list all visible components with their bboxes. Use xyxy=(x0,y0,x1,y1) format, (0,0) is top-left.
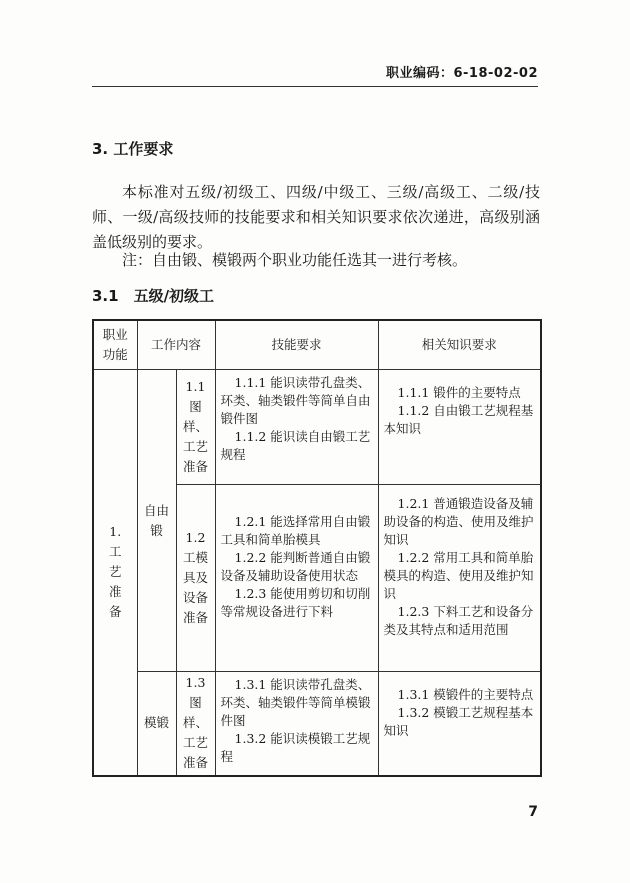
header-skills: 技能要求 xyxy=(215,320,378,370)
header-rule xyxy=(92,86,538,87)
header-content: 工作内容 xyxy=(137,320,215,370)
content-cell: 1.3 图样、工艺准备 xyxy=(176,672,215,776)
requirements-table xyxy=(92,319,542,777)
subsection-title: 3.1 五级/初级工 xyxy=(92,287,215,305)
occupation-code: 职业编码：6-18-02-02 xyxy=(385,66,538,81)
table-row xyxy=(93,672,541,776)
function-cell: 1. 工艺准备 xyxy=(93,370,137,776)
table-header-row xyxy=(93,320,541,370)
header-knowledge: 相关知识要求 xyxy=(378,320,541,370)
group-die-forging: 模锻 xyxy=(137,672,176,776)
knowledge-cell: 1.2.1 普通锻造设备及辅助设备的构造、使用及维护知识 1.2.2 常用工具和简单胎模具的构造、使用及维护知识 1.2.3 下料工艺和设备分类及其特点和适用范围 xyxy=(378,485,541,672)
skills-cell: 1.2.1 能选择常用自由锻工具和简单胎模具 1.2.2 能判断普通自由锻设备及辅助设备使用状态 1.2.3 能使用剪切和切削等常规设备进行下料 xyxy=(215,485,378,672)
group-free-forging: 自由锻 xyxy=(137,370,176,672)
content-cell: 1.2 工模具及设备准备 xyxy=(176,485,215,672)
header-function: 职业功能 xyxy=(93,320,137,370)
note-paragraph: 注：自由锻、模锻两个职业功能任选其一进行考核。 xyxy=(122,251,468,269)
knowledge-cell: 1.3.1 模锻件的主要特点 1.3.2 模锻工艺规程基本知识 xyxy=(378,672,541,776)
skills-cell: 1.3.1 能识读带孔盘类、环类、轴类锻件等简单模锻件图 1.3.2 能识读模锻工艺规程 xyxy=(215,672,378,776)
knowledge-cell: 1.1.1 锻件的主要特点 1.1.2 自由锻工艺规程基本知识 xyxy=(378,370,541,485)
section-title: 3. 工作要求 xyxy=(92,140,174,158)
skills-cell: 1.1.1 能识读带孔盘类、环类、轴类锻件等简单自由锻件图 1.1.2 能识读自由锻工艺规程 xyxy=(215,370,378,485)
content-cell: 1.1 图样、工艺准备 xyxy=(176,370,215,485)
table-row xyxy=(93,370,541,485)
page-number: 7 xyxy=(528,804,538,820)
intro-paragraph: 本标准对五级/初级工、四级/中级工、三级/高级工、二级/技师、一级/高级技师的技能要求和相关知识要求依次递进，高级别涵盖低级别的要求。 xyxy=(92,183,540,251)
